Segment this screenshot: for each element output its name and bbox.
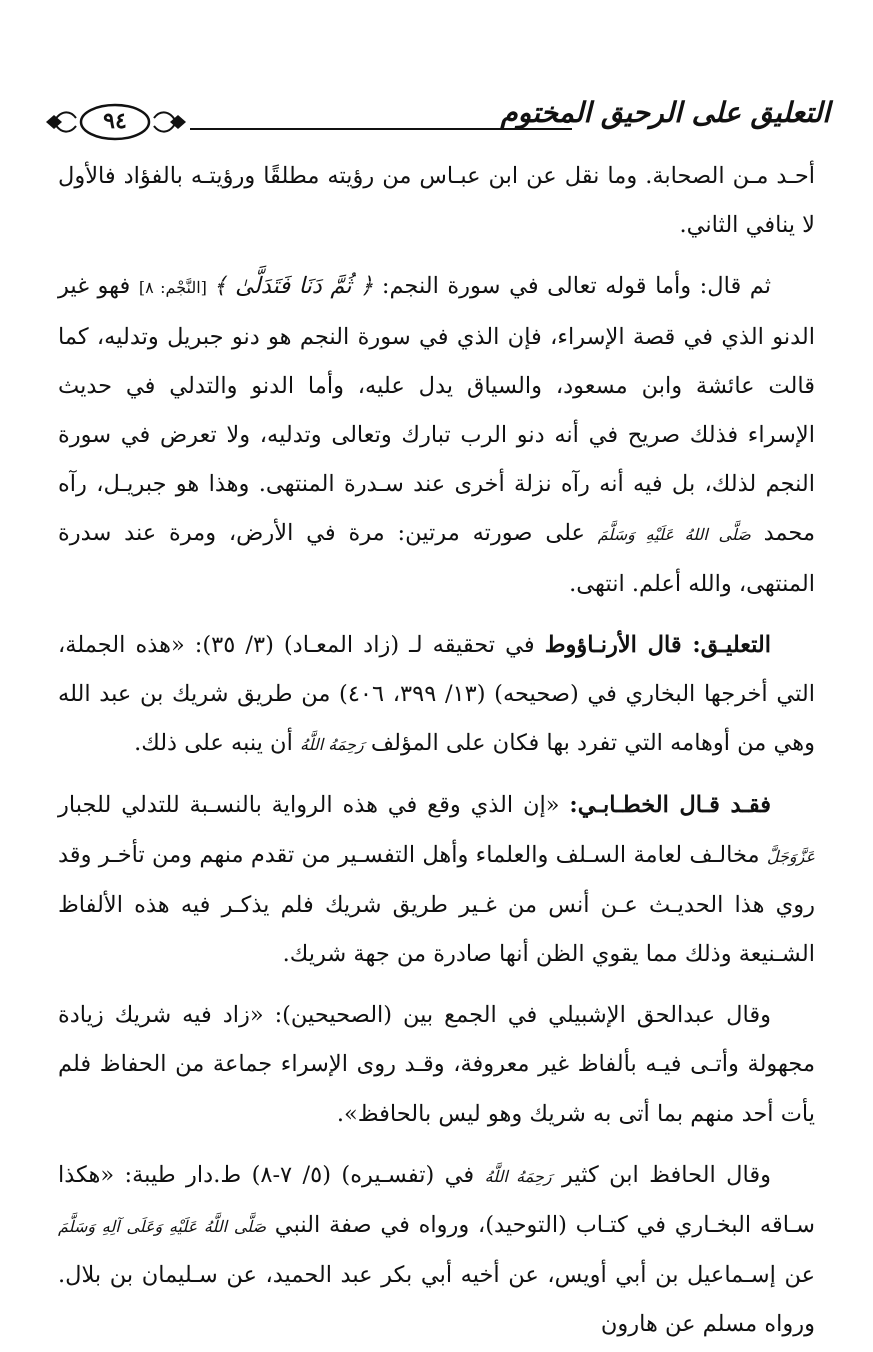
paragraph-text: أن ينبه على ذلك. <box>134 730 300 757</box>
paragraph-text: في تحقيقه لـ (زاد المعـاد) (٣/ ٣٥): «هذه الجملة، التي أخرجها البخاري في (صحيحه) (١٣/ ٣٩٩، ٤٠٦) من طريق شريك بن عبد الله وهي من أوهامه التي تفرد بها فكان على المؤلف <box>58 631 816 757</box>
paragraph-text: على صورته مرتين: مرة في الأرض، ومرة عند سدرة المنتهى، والله أعلم. انتهى. <box>58 520 815 597</box>
running-title: التعليق على الرحيق المختوم <box>500 96 830 129</box>
paragraph-text: فهو غير الدنو الذي في قصة الإسراء، فإن الذي في سورة النجم هو دنو جبريل وتدليه، كما قالت عائشة وابن مسعود، والسياق يدل عليه، وأما الدنو والتدلي في حديث الإسراء فذلك صريح في أنه دنو الرب تبارك وتعالى وتدليه، ولا تعرض في سورة النجم لذلك، بل فيه أنه رآه نزلة أخرى عند سـدرة المنتهى. وهذا هو جبريـل، رآه محمد <box>58 273 815 547</box>
paragraph-gap <box>58 609 815 621</box>
honorific-phrase: عَزَّوَجَلَّ <box>766 846 815 866</box>
paragraph-gap <box>58 979 815 991</box>
paragraph-lead: فقـد قـال الخطـابـي: <box>569 792 771 819</box>
paragraph-p1 <box>58 152 815 250</box>
header-rule <box>190 128 572 130</box>
paragraph-text: ثم قال: وأما قوله تعالى في سورة النجم: <box>373 273 771 300</box>
honorific-phrase: رَحِمَهُ اللَّهُ <box>299 735 364 755</box>
paragraph-text: وقال عبدالحق الإشبيلي في الجمع بين (الصحيحين): «زاد فيه شريك زيادة مجهولة وأتـى فيـه بألفاظ غير معروفة، وقـد روى الإسراء جماعة من الحفاظ فلم يأت أحد منهم بما أتى به شريك وهو ليس بالحافظ». <box>58 1002 815 1127</box>
honorific-phrase: صَلَّى اللهُ عَلَيْهِ وَسَلَّمَ <box>597 525 751 545</box>
body-text <box>58 152 815 1350</box>
quran-verse: ﴿ ثُمَّ دَنَا فَتَدَلَّىٰ ﴾ <box>213 273 374 300</box>
paragraph-p6 <box>58 1151 815 1350</box>
paragraph-gap <box>58 1139 815 1151</box>
paragraph-lead: التعليـق: قال الأرنـاؤوط <box>544 631 772 658</box>
honorific-phrase: صَلَّى اللَّهُ عَلَيْهِ وَعَلَى آلِهِ وَسَلَّمَ <box>58 1217 267 1237</box>
paragraph-text: مخالـف لعامة السـلف والعلماء وأهل التفسـير من تقدم منهم ومن تأخـر وقد روي هذا الحديـث عـن أنس من غـير طريق شريك فلم يذكـر فيه هذه الألفاظ الشـنيعة وذلك مما يقوي الظن أنها صادرة من جهة شريك. <box>58 841 815 968</box>
page-number: ٩٤ <box>103 108 127 134</box>
paragraph-p2 <box>58 262 815 608</box>
paragraph-p5 <box>58 991 815 1139</box>
paragraph-text: «إن الذي وقع في هذه الرواية بالنسـبة للتدلي للجبار <box>58 792 570 819</box>
paragraph-gap <box>58 250 815 262</box>
paragraph-p3 <box>58 621 815 770</box>
verse-reference: [النَّجْم: ٨] <box>138 278 214 298</box>
paragraph-text: في (تفسـيره) (٥/ ٧-٨) ط.دار طيبة: «هكذا سـاقه البخـاري في كتـاب (التوحيد)، ورواه في صفة النبي <box>58 1161 816 1239</box>
honorific-phrase: رَحِمَهُ اللَّهُ <box>484 1166 552 1186</box>
paragraph-text: أحـد مـن الصحابة. وما نقل عن ابن عبـاس من رؤيته مطلقًا ورؤيتـه بالفؤاد فالأول لا ينافي الثاني. <box>58 163 815 239</box>
paragraph-text: عن إسـماعيل بن أبي أويس، عن أخيه أبي بكر عبد الحميد، عن سـليمان بن بلال. ورواه مسلم عن هارون <box>58 1262 815 1338</box>
paragraph-gap <box>58 769 815 781</box>
paragraph-text: وقال الحافظ ابن كثير <box>551 1161 771 1188</box>
paragraph-p4 <box>58 781 815 979</box>
